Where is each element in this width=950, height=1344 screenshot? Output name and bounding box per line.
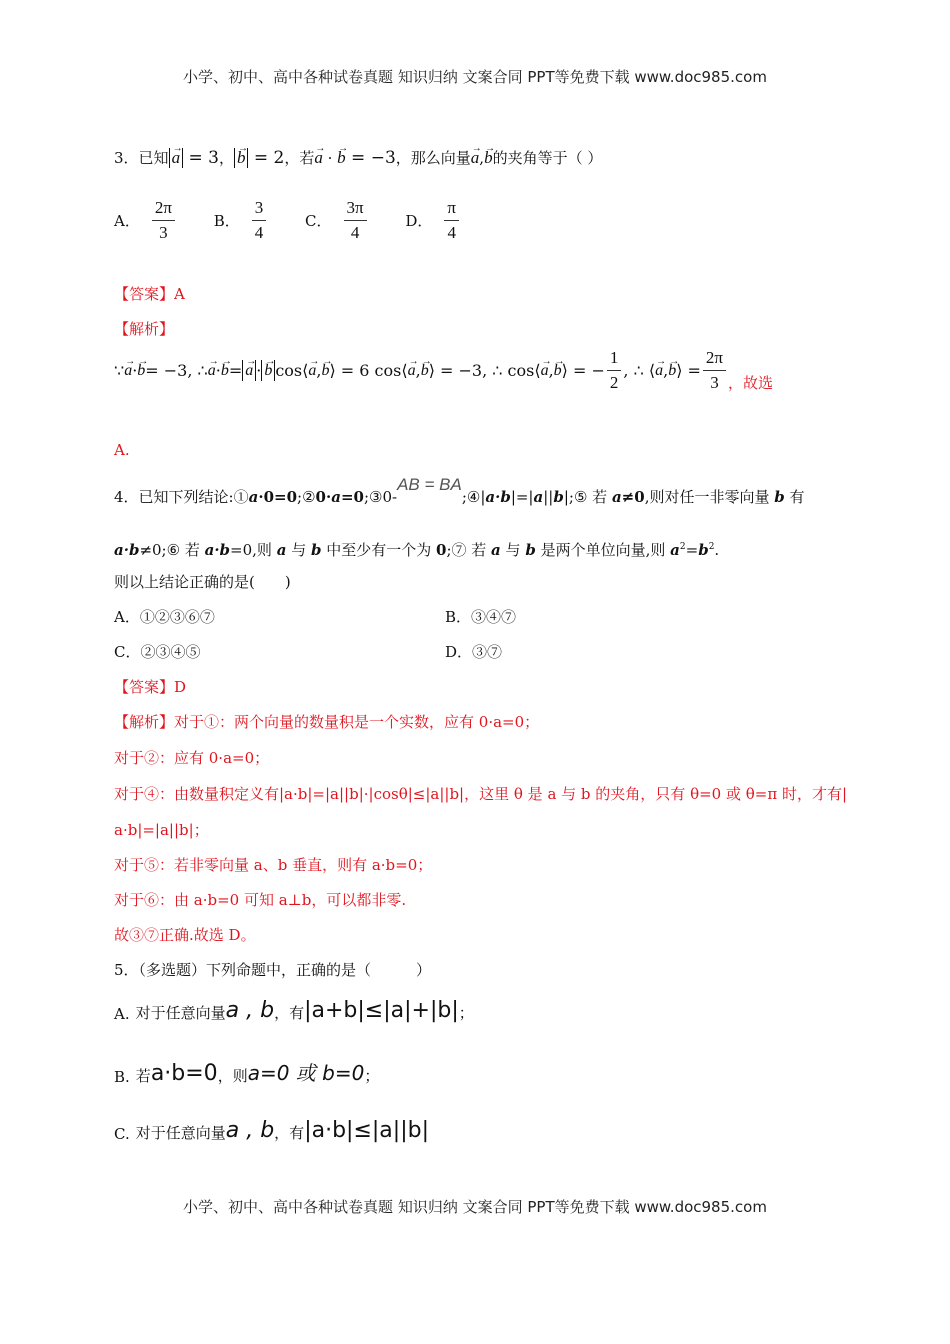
bold-var: b [310, 541, 322, 559]
superscript: 2 [679, 542, 686, 552]
vec-b: → b [484, 148, 493, 168]
solution-part: ⟩ = − [561, 360, 605, 380]
solution-part: ⟩ = 6 cos⟨ [329, 360, 408, 380]
q3-dot-value: = −3 [345, 148, 396, 168]
vector-pair: a , b [225, 1118, 275, 1143]
option-text: 对于任意向量 [135, 1124, 226, 1142]
q3-norm-a [169, 148, 184, 168]
dot-product-formula: a·b=0 [150, 1061, 218, 1086]
numerator: 3π [344, 198, 367, 221]
text: ;② [297, 488, 316, 506]
numerator: 1 [607, 348, 622, 371]
bold-expr: ·0=0 [258, 488, 298, 506]
option-text: ； [458, 1004, 474, 1022]
q3-option-b[interactable] [214, 198, 269, 243]
q4-option-c[interactable]: C．②③④⑤ [114, 643, 201, 661]
vector-pair: a , b [225, 998, 275, 1023]
vec-a: → a [208, 361, 216, 381]
q3-b-value: = 2 [248, 148, 285, 168]
bold-var: a [611, 488, 622, 506]
text: 4．已知下列结论:① [114, 488, 249, 506]
bold-var: b [774, 488, 785, 506]
bold-var: b [525, 541, 536, 559]
denominator: 4 [350, 223, 360, 242]
option-text: 对于任意向量 [135, 1004, 226, 1022]
q3-mid-text: ，那么向量 [395, 149, 471, 167]
q4-analysis-line: 对于⑥：由 a·b=0 可知 a⊥b，可以都非零. [114, 891, 407, 909]
denominator: 2 [609, 373, 619, 392]
denominator: 4 [254, 223, 264, 242]
q3-solution-end: A. [114, 441, 130, 459]
bold-var: a [533, 488, 544, 506]
denominator: 3 [710, 373, 719, 392]
q4-stem-line1 [114, 475, 805, 507]
vec-b: → b [237, 148, 246, 168]
q5-stem: 5．（多选题）下列命题中，正确的是（ ） [114, 961, 432, 979]
text: =0,则 [230, 541, 277, 559]
text: 与 [286, 541, 311, 559]
text: ;④| [461, 488, 486, 506]
q4-answer: 【答案】D [114, 678, 187, 696]
text: 有 [784, 488, 805, 506]
q3-solution: ∵ → a · → b = −3, ∴ → a · → b = → a · → b cos⟨ → a , → b ⟩ = 6 cos⟨ → a , → b ⟩ = −3, ∴ cos⟨ → a , → b ⟩ = − $\frac{1}{2}$ , ∴ ⟨ → a , → b ⟩ = $\frac{2\pi}{3}$ ，故选 [114, 348, 773, 393]
option-label: A. [114, 1005, 130, 1023]
dot-operator: · [132, 360, 138, 380]
bold-var: a [276, 541, 287, 559]
q4-option-d[interactable]: D．③⑦ [445, 643, 503, 661]
text: 是两个单位向量,则 [535, 541, 671, 559]
text: || [543, 488, 554, 506]
q3-analysis-label: 【解析】 [114, 320, 175, 338]
vec-a: → a [314, 148, 323, 168]
bold-var: b [698, 541, 709, 559]
q3-option-c[interactable] [305, 198, 369, 243]
text: = [685, 541, 699, 559]
q4-option-b[interactable]: B．③④⑦ [445, 608, 517, 626]
text: ≠0;⑥ 若 [139, 541, 205, 559]
numerator: 2π [152, 198, 175, 221]
fraction-half [607, 348, 622, 393]
dot-operator: · [322, 149, 338, 167]
q4-stem-line3: 则以上结论正确的是( ) [114, 573, 291, 591]
option-label: C． [305, 211, 332, 230]
q4-option-a[interactable]: A．①②③⑥⑦ [114, 608, 215, 626]
q5-option-b[interactable] [114, 1057, 379, 1086]
solution-part: ⟩ = −3, ∴ cos⟨ [428, 360, 541, 380]
q4-analysis-line: 对于④：由数量积定义有|a·b|=|a||b|·|cosθ|≤|a||b|，这里 θ 是 a 与 b 的夹角，只有 θ=0 或 θ=π 时，才有| [114, 785, 848, 803]
option-label: B. [114, 1068, 130, 1086]
q3-stem [114, 148, 602, 168]
norm-b: → b [261, 360, 275, 381]
q3-option-a[interactable] [114, 198, 177, 243]
solution-part: ⟩ = [676, 360, 701, 380]
q3-norm-b [234, 148, 249, 168]
vec-b: → b [221, 361, 229, 381]
fraction [252, 198, 267, 243]
text: ,则对任一非零向量 [644, 488, 775, 506]
denominator: 4 [447, 223, 456, 242]
q4-stem-line2 [114, 537, 719, 560]
bold-expr: 0· [315, 488, 332, 506]
option-label: C. [114, 1125, 130, 1143]
dot-operator: · [215, 360, 221, 380]
numerator: 2π [703, 348, 726, 371]
fraction [344, 198, 367, 243]
solution-part: cos⟨ [275, 360, 309, 380]
ab-ba-formula: AB = BA [397, 475, 462, 494]
vec-sep: , [479, 149, 485, 167]
triangle-inequality-formula: |a+b|≤|a|+|b| [304, 998, 459, 1023]
fraction-result [703, 348, 726, 393]
vec-b: → b [137, 361, 145, 381]
bold-expr: ≠0 [621, 488, 645, 506]
q4-analysis-line: a·b|=|a||b|； [114, 821, 209, 839]
option-text: ； [364, 1067, 380, 1085]
option-label: D． [405, 211, 433, 230]
bold-var: a [491, 541, 501, 559]
bold-expr: =0 [340, 488, 364, 506]
norm-a: → a [242, 360, 256, 381]
q3-stem-prefix: 已知 [138, 149, 169, 167]
option-text: 若 [135, 1067, 151, 1085]
vec-a: → a [124, 361, 132, 381]
because-symbol: ∵ [114, 360, 125, 380]
superscript: 2 [708, 542, 715, 552]
q3-answer: 【答案】A [114, 285, 185, 303]
q3-a-value: = 3 [183, 148, 219, 168]
bold-var: b [553, 488, 564, 506]
zero-vector-formula: a=0 或 b=0 [247, 1061, 365, 1085]
q3-option-d[interactable] [405, 198, 461, 243]
q3-stem-suffix: 的夹角等于（ ） [492, 149, 603, 167]
option-text: ，则 [217, 1067, 248, 1085]
bold-var: a [331, 488, 341, 506]
page-footer-watermark: 小学、初中、高中各种试卷真题 知识归纳 文案合同 PPT等免费下载 www.doc985.com [183, 1198, 767, 1216]
option-text: ，有 [274, 1004, 305, 1022]
numerator: π [444, 198, 459, 221]
option-text: ，有 [274, 1124, 305, 1142]
text: 中至少有一个为 [321, 541, 437, 559]
q3-sep2: ，若 [284, 149, 315, 167]
fraction [444, 198, 459, 243]
bold-expr: 0 [436, 541, 447, 559]
bold-var: a [248, 488, 259, 506]
numerator: 3 [252, 198, 267, 221]
q4-analysis-line: 故③⑦正确.故选 D。 [114, 926, 256, 944]
q3-number: 3． [114, 149, 139, 167]
q4-analysis-line: 对于②：应有 0·a=0； [114, 749, 270, 767]
solution-part: = [228, 360, 243, 380]
vec-b: → b [337, 148, 346, 168]
text: . [714, 541, 720, 559]
q3-options [114, 198, 493, 243]
vec-a: → a [471, 148, 480, 168]
text: 与 [500, 541, 526, 559]
bold-var: a·b [204, 541, 231, 559]
solution-part: , ∴ ⟨ [623, 360, 656, 380]
text: ;③0- [363, 488, 398, 506]
vec-a: → a [172, 148, 181, 168]
bold-var: a·b [485, 488, 511, 506]
cauchy-schwarz-formula: |a·b|≤|a||b| [304, 1118, 429, 1143]
q4-analysis-line: 对于⑤：若非零向量 a、b 垂直，则有 a·b=0； [114, 856, 433, 874]
text: ;⑦ 若 [446, 541, 492, 559]
q4-analysis-line: 【解析】对于①：两个向量的数量积是一个实数，应有 0·a=0； [114, 713, 540, 731]
solution-tail: ，故选 [728, 373, 774, 392]
text: |=| [510, 488, 534, 506]
q5-option-a[interactable] [114, 998, 474, 1023]
solution-part: = −3, ∴ [145, 360, 208, 380]
denominator: 3 [159, 223, 168, 242]
q3-sep1: ， [218, 149, 234, 167]
option-label: B． [213, 211, 240, 230]
option-label: A． [114, 211, 140, 230]
q5-option-c[interactable] [114, 1118, 429, 1143]
fraction [152, 198, 175, 243]
bold-var: a [670, 541, 680, 559]
text: |;⑤ 若 [563, 488, 612, 506]
page-header-watermark: 小学、初中、高中各种试卷真题 知识归纳 文案合同 PPT等免费下载 www.doc985.com [183, 68, 767, 86]
bold-var: a·b [114, 541, 140, 559]
